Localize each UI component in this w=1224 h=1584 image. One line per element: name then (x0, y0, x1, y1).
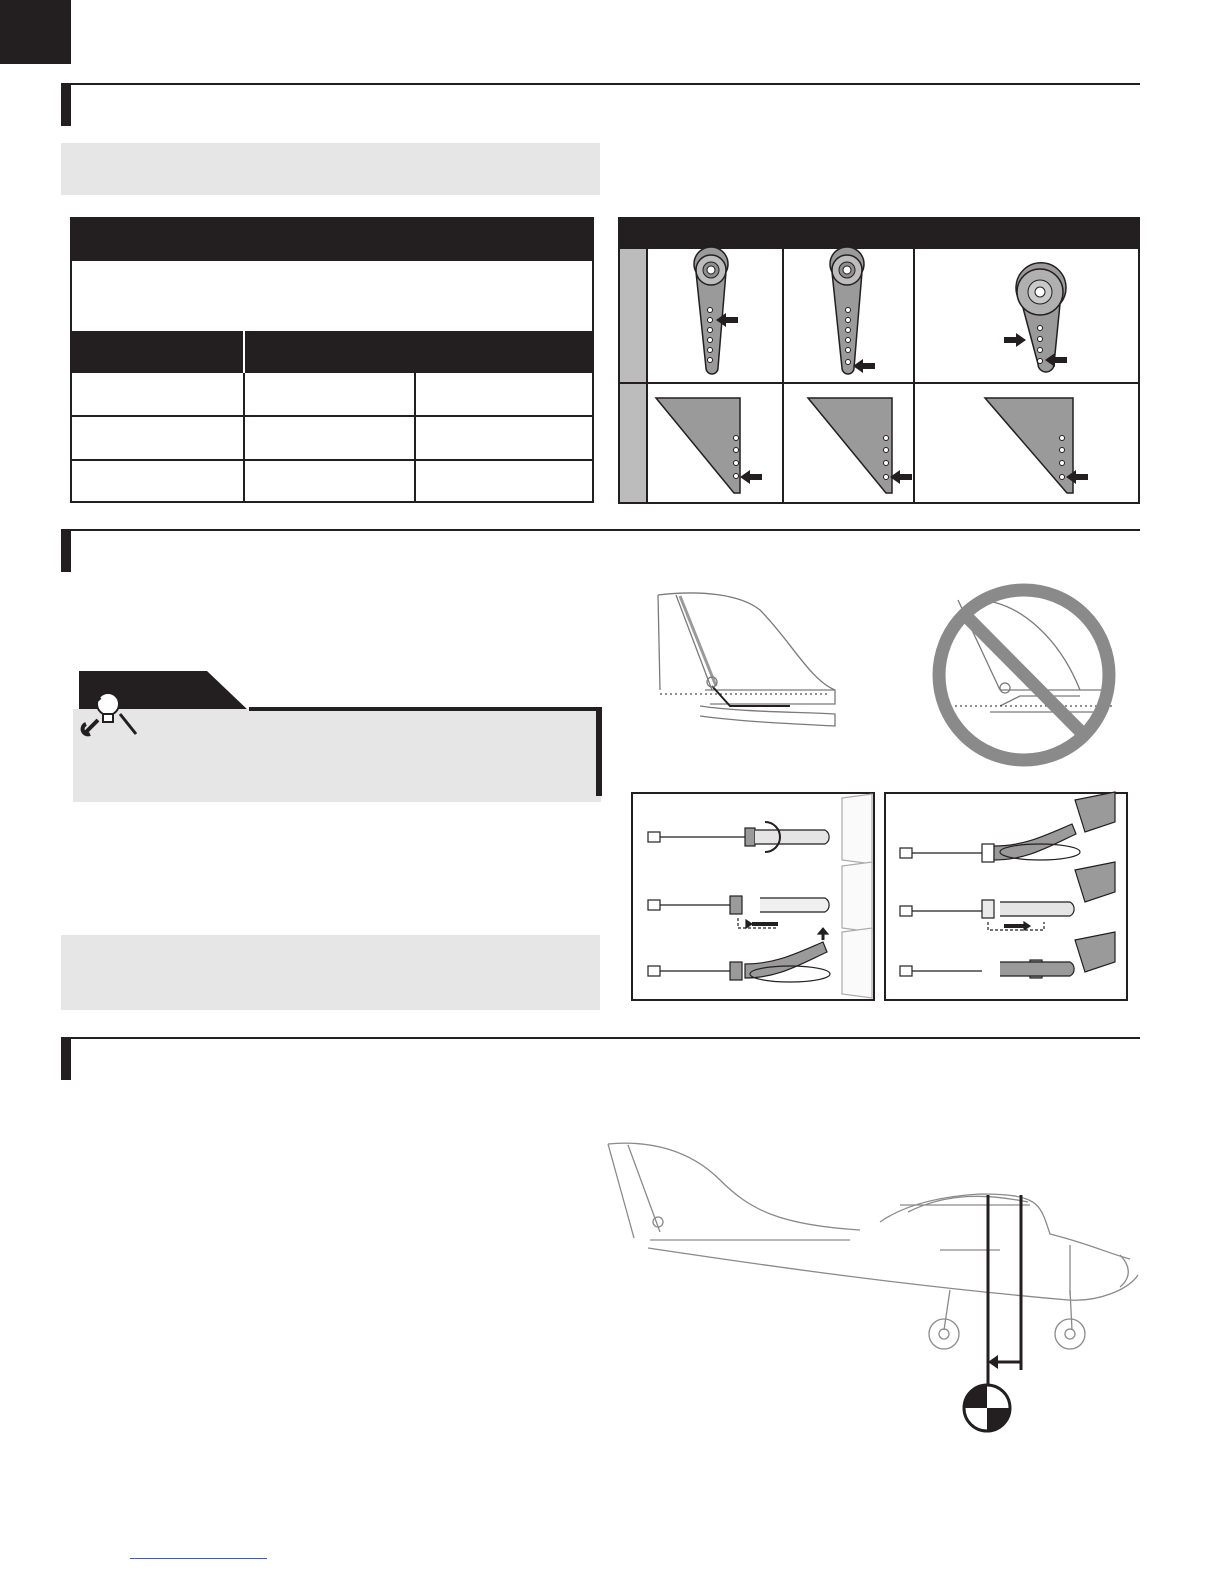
cg-measurement-lines (988, 1195, 1021, 1385)
footer-link[interactable] (130, 1558, 267, 1559)
center-of-gravity-icon (964, 1385, 1010, 1431)
